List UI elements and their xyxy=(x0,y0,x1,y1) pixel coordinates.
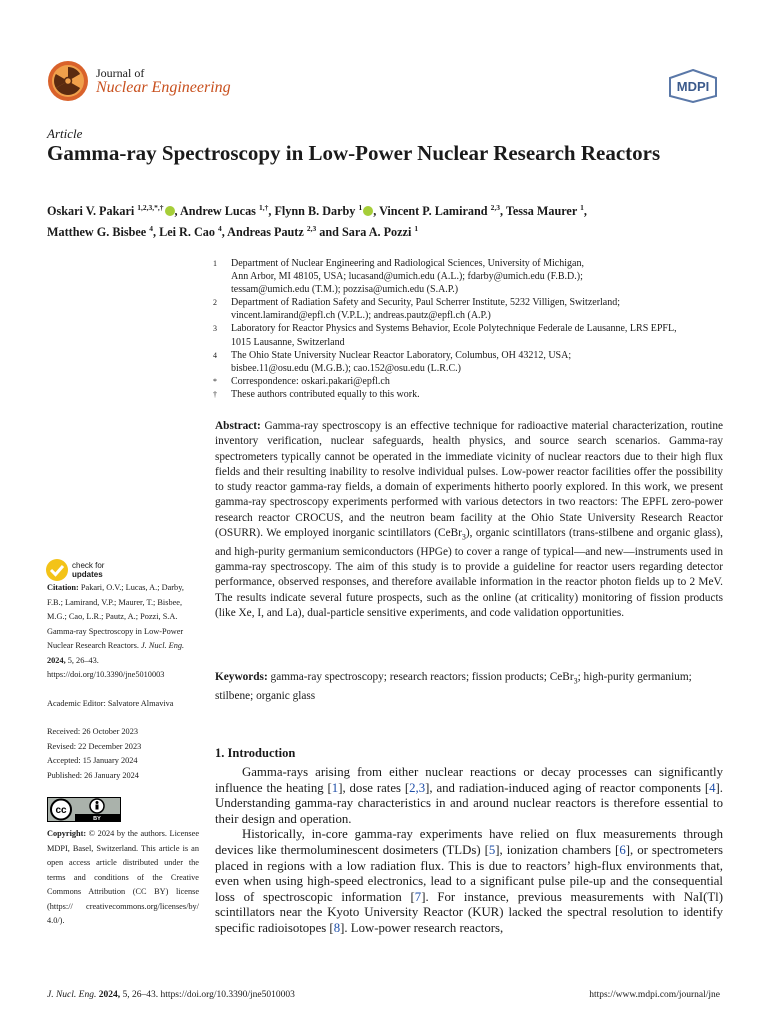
affiliation-text: These authors contributed equally to this work. xyxy=(231,388,420,400)
author-affiliation-marker: 1 xyxy=(414,224,419,234)
affiliation-text: Department of Radiation Safety and Security, Paul Scherrer Institute, 5232 Villigen, Switzerland; vincent.lamirand@epfl.ch (V.P.L.); andreas.pautz@epfl.ch (A.P.) xyxy=(231,297,621,322)
affiliation-marker: 3 xyxy=(213,324,217,334)
affiliation-marker: * xyxy=(213,376,217,386)
affiliation-marker: 4 xyxy=(213,350,217,360)
cc-badge-label: BY xyxy=(93,816,101,822)
check-updates-line1: check for xyxy=(72,561,105,570)
sidebar xyxy=(47,581,199,929)
affiliations xyxy=(213,257,728,401)
affiliation-item xyxy=(213,296,728,322)
copyright-block xyxy=(47,827,199,929)
journal-name: Nuclear Engineering xyxy=(96,79,231,96)
author-line: Oskari V. Pakari $^{1,2,3,*,\dagger}$ , Andrew Lucas $^{1,\dagger}$, Flynn B. Darby $^1$ , Vincent P. Lamirand $^{2,3}$, Tessa Maurer $^1$, xyxy=(47,203,587,219)
check-updates-icon xyxy=(45,558,69,582)
affiliation-text: Department of Nuclear Engineering and Radiological Sciences, University of Michigan, Ann Arbor, MI 48105, USA; lucasand@umich.edu (A.L.); fdarby@umich.edu (F.B.D.); tessam@umich.edu (T.M.); pozzisa@umich.edu (S.A.P.) xyxy=(231,258,584,296)
author-name: Andreas Pautz xyxy=(227,225,307,240)
svg-text:cc: cc xyxy=(55,805,67,816)
page-title: Gamma-ray Spectroscopy in Low-Power Nuclear Research Reactors xyxy=(47,141,661,165)
author-name: Sara A. Pozzi xyxy=(341,225,415,240)
abstract-text-b: ), organic scintillators (trans-stilbene and organic glass), and high-purity germanium semiconductors (HPGe) to cover a range of typical—and new—instruments used in gamma-ray spectroscopy. The aim of this study is to provide a guideline for reactor users regarding detector performance, observed responses, and therefore available information in the reactor photon fields up to 2 MeV. The results indicate several future prospects, such as the online (at criticality) monitoring of fission products (like Xe, I, and La), dual-particle sensitive experiments, and code validation opportunities. xyxy=(215,527,724,619)
affiliation-marker: 2 xyxy=(213,298,217,308)
paragraph: Historically, in-core gamma-ray experiments have relied on flux measurements through devices like thermoluminescent dosimeters (TLDs) [5], ionization chambers [6], or spectrometers placed in regions with a low radiation flux. This is due to reactors’ high-flux environments that, even when using high-speed electronics, lead to a significant pulse pile-up and the consequential loss of spectroscopic information [7]. For instance, previous measurements with NaI(Tl) scintillators near the Kyoto University Reactor (KUR) lacked the spectral resolution to identify specific radioisotopes [8]. Low-power research reactors, xyxy=(215,827,723,935)
author-name: Lei R. Cao xyxy=(159,225,218,240)
abstract xyxy=(215,419,723,621)
academic-editor: Academic Editor: Salvatore Almaviva xyxy=(47,698,174,708)
citation-text: Pakari, O.V.; Lucas, A.; Darby, F.B.; Lamirand, V.P.; Maurer, T.; Bisbee, M.G.; Cao, L.R.; Pautz, A.; Pozzi, S.A. Gamma-ray Spectroscopy in Low-Power Nuclear Research Reactors. xyxy=(47,583,184,650)
footer-year: 2024, xyxy=(98,990,121,1000)
date-line: Accepted: 15 January 2024 xyxy=(47,756,138,765)
footer-journal: J. Nucl. Eng. xyxy=(47,990,97,1000)
cc-by-license-icon[interactable] xyxy=(47,797,121,822)
mdpi-logo-icon[interactable] xyxy=(667,69,719,103)
date-line: Published: 26 January 2024 xyxy=(47,770,139,780)
affiliation-marker: 1 xyxy=(213,259,217,268)
reference-link[interactable]: 1 xyxy=(331,780,339,795)
abstract-text-a: Gamma-ray spectroscopy is an effective technique for radioactive material characterization, routine inventory verification, nuclear safeguards, health physics, and source search scenarios. Gamma-ray spectrometers typically cannot be operated in the immediate vicinity of nuclear reactors due to their high flux fields and their resulting inability to resolve individual pulses. Low-power reactor facilities offer the possibility to study reactor gamma-ray fields, a domain of experiments hitherto poorly explored. In this work, we present gamma-ray spectroscopy experiments performed with various detectors in two reactors: The EPFL zero-power research reactor CROCUS, and the neutron beam facility at the Ohio State University Research Reactor (OSURR). We employed inorganic scintillators (CeBr xyxy=(215,420,723,540)
copyright-text: © 2024 by the authors. Licensee MDPI, Basel, Switzerland. This article is an open access article distributed under the terms and conditions of the Creative Commons Attribution (CC BY) license (https:// creativecommons.org/licenses/by/ 4.0/). xyxy=(47,829,200,925)
abstract-subscript: 3 xyxy=(461,532,466,542)
keywords-label: Keywords: xyxy=(215,671,268,683)
author-affiliation-marker: 2,3 xyxy=(490,203,500,212)
copyright-label: Copyright: xyxy=(47,829,87,838)
author-name: Matthew G. Bisbee xyxy=(47,225,150,240)
footer-pages-doi: 5, 26–43. https://doi.org/10.3390/jne5010003 xyxy=(122,990,295,1000)
orcid-icon[interactable] xyxy=(363,206,373,216)
reference-link[interactable]: 4 xyxy=(709,780,716,795)
reference-link[interactable]: 5 xyxy=(488,842,496,857)
author-name: Oskari V. Pakari xyxy=(47,204,138,219)
affiliation-text: Correspondence: oskari.pakari@epfl.ch xyxy=(231,375,390,387)
footer-url[interactable]: https://www.mdpi.com/journal/jne xyxy=(589,990,720,1000)
date-line: Received: 26 October 2023 xyxy=(47,727,139,736)
author-list xyxy=(47,199,727,241)
journal-label: Journal of xyxy=(96,66,145,80)
keywords-text-a: gamma-ray spectroscopy; research reactors; fission products; CeBr xyxy=(270,671,574,683)
author-name: Andrew Lucas xyxy=(179,204,259,219)
author-affiliation-marker: 4 xyxy=(217,224,222,234)
affiliation-item xyxy=(213,375,728,388)
section-heading: 1. Introduction xyxy=(215,746,296,760)
author-name: Vincent P. Lamirand xyxy=(379,204,491,219)
citation-block xyxy=(47,581,199,683)
reference-link[interactable]: 8 xyxy=(333,920,341,935)
affiliation-item xyxy=(213,388,728,401)
author-name: Tessa Maurer xyxy=(505,204,581,219)
author-name: Flynn B. Darby xyxy=(274,204,359,219)
footer-citation xyxy=(47,990,295,1000)
affiliation-text: The Ohio State University Nuclear Reactor Laboratory, Columbus, OH 43212, USA; bisbee.11@osu.edu (M.G.B.); cao.152@osu.edu (L.R.C.) xyxy=(231,349,572,374)
mdpi-logo-text: MDPI xyxy=(676,79,710,94)
citation-year: 2024, xyxy=(47,655,66,665)
author-affiliation-marker: 4 xyxy=(149,224,153,234)
check-updates-line2: updates xyxy=(72,570,103,579)
article-type: Article xyxy=(47,126,83,141)
keywords xyxy=(215,670,723,704)
orcid-icon[interactable] xyxy=(165,206,175,216)
affiliation-item xyxy=(213,322,728,348)
affiliation-text: Laboratory for Reactor Physics and Systems Behavior, Ecole Polytechnique Federale de Lausanne, LRS EPFL, 1015 Lausanne, Switzerland xyxy=(231,323,677,348)
reference-link[interactable]: 6 xyxy=(619,842,626,857)
author-line: Matthew G. Bisbee $^4$, Lei R. Cao $^4$, Andreas Pautz $^{2,3}$ and Sara A. Pozzi $^1$ xyxy=(47,224,419,240)
affiliation-item xyxy=(213,349,728,375)
affiliation-marker: † xyxy=(213,389,217,399)
author-affiliation-marker: 2,3 xyxy=(306,224,317,234)
citation-label: Citation: xyxy=(47,583,79,592)
body-text xyxy=(215,765,723,937)
author-affiliation-marker: 1,† xyxy=(258,203,269,212)
keywords-subscript: 3 xyxy=(573,676,578,686)
dates-block xyxy=(47,725,199,783)
citation-tail: 5, 26–43. https://doi.org/10.3390/jne5010003 xyxy=(47,655,165,679)
author-affiliation-marker: 1,2,3,*,† xyxy=(137,203,164,212)
citation-journal: J. Nucl. Eng. xyxy=(141,641,185,650)
keywords-text-b: ; high-purity germanium; stilbene; organic glass xyxy=(215,671,692,702)
date-line: Revised: 22 December 2023 xyxy=(47,741,142,751)
check-for-updates-button[interactable] xyxy=(45,556,115,584)
reference-link[interactable]: 2,3 xyxy=(409,780,426,795)
author-affiliation-marker: 1 xyxy=(580,203,584,212)
journal-logo-icon xyxy=(47,60,89,102)
affiliation-item xyxy=(213,257,728,296)
abstract-label: Abstract: xyxy=(215,420,261,432)
author-affiliation-marker: 1 xyxy=(358,203,363,212)
paragraph: Gamma-rays arising from either nuclear reactions or decay processes can significantly influence the heating [1], dose rates [2,3], and radiation-induced aging of reactor components [4]. Understanding gamma-ray characteristics in and around nuclear reactors is therefore essential to their design and operation. xyxy=(215,765,723,826)
reference-link[interactable]: 7 xyxy=(414,889,422,904)
